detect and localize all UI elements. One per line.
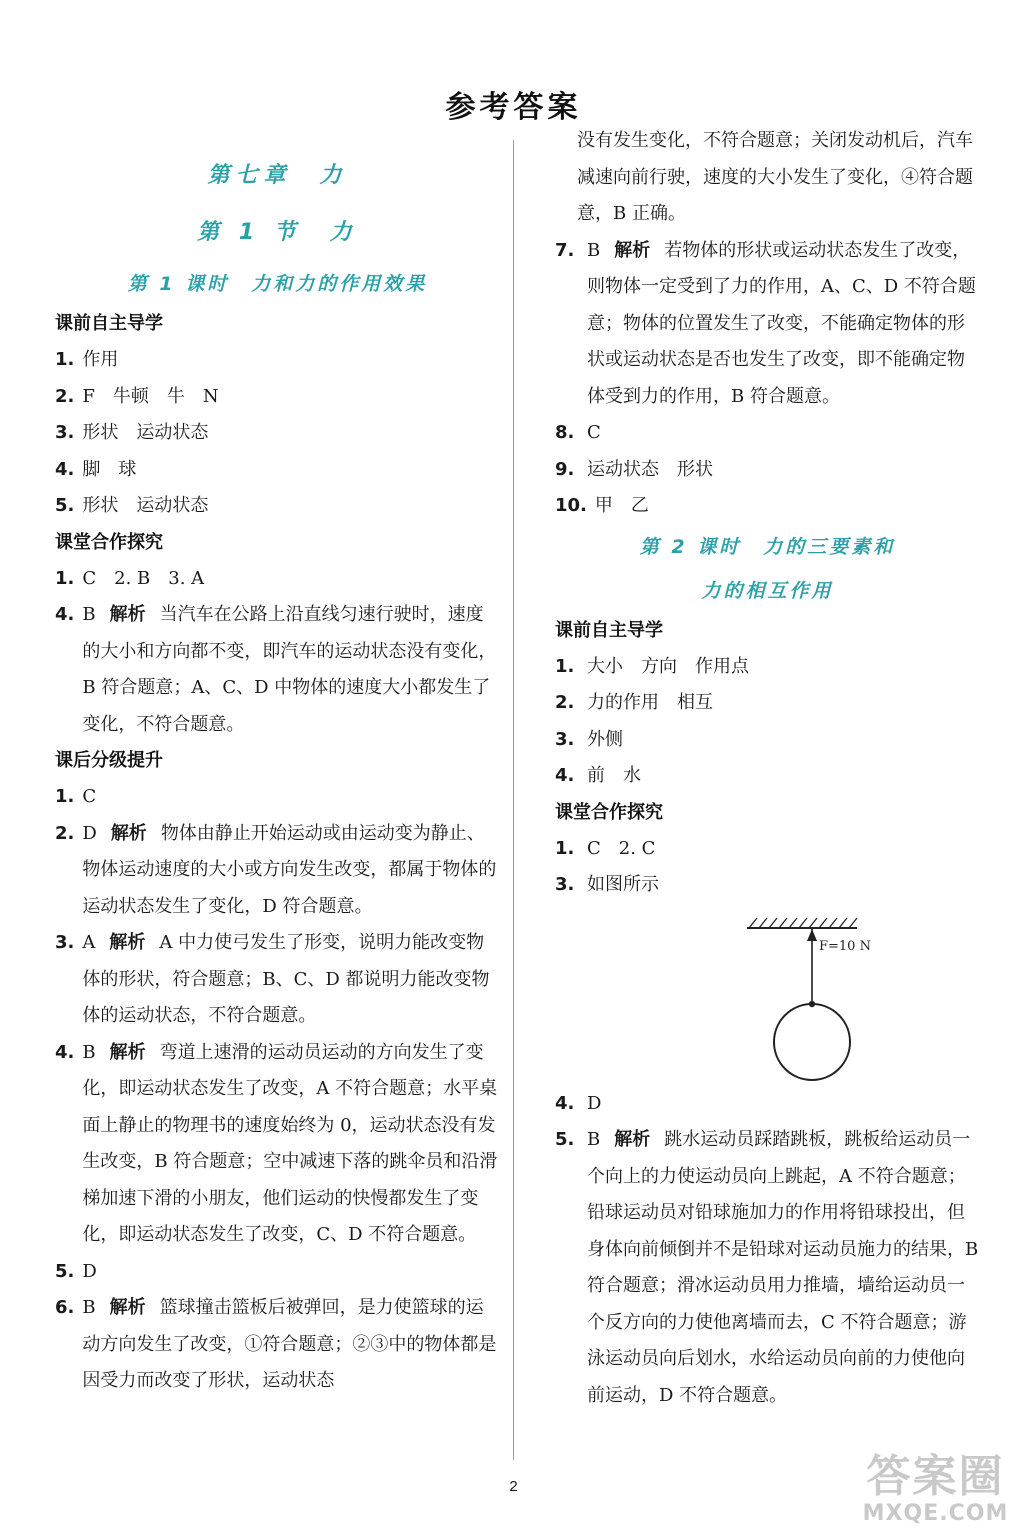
analysis-label: 解析 — [110, 822, 147, 844]
watermark-logo: 答案圈 MXQE.COM — [862, 1451, 1009, 1526]
chapter-heading: 第七章 力 — [207, 163, 348, 188]
subheading-classroom: 课堂合作探究 — [55, 531, 163, 553]
answer-item: 10. 甲 乙 — [555, 495, 649, 516]
analysis-label: 解析 — [614, 239, 651, 261]
analysis-label: 解析 — [109, 1297, 146, 1318]
answer-continuation: 没有发生变化，不符合题意；关闭发动机后，汽车减速向前行驶，速度的大小发生了变化，④符合题意，B 正确。 — [577, 130, 973, 224]
right-column — [555, 123, 980, 1414]
left-column — [55, 148, 500, 1400]
answer-item: 7. B 解析 若物体的形状或运动状态发生了改变，则物体一定受到了力的作用，A、C、D 不符合题意；物体的位置发生了改变，不能确定物体的形状或运动状态是否也发生了改变，即不能确定物体受到力的作用，B 符合题意。 — [555, 239, 976, 407]
answer-item: 5. D — [55, 1260, 97, 1282]
subheading-classroom: 课堂合作探究 — [555, 801, 663, 823]
answer-item: 4. B 解析 弯道上速滑的运动员运动的方向发生了变化，即运动状态发生了改变，A 不符合题意；水平桌面上静止的物理书的速度始终为 0，运动状态没有发生改变，B 符合题意；空中减速下落的跳伞员和沿滑梯加速下滑的小朋友，他们运动的快慢都发生了变化，即运动状态发生了改变，C、D 不符合题意。 — [55, 1041, 498, 1245]
analysis-label: 解析 — [109, 604, 146, 625]
force-diagram — [745, 908, 871, 1078]
section-heading: 第 1 节 力 — [197, 220, 358, 245]
lesson-heading-line2: 力的相互作用 — [701, 579, 834, 602]
answer-item: 4. 前 水 — [555, 765, 641, 786]
answer-item: 1. C 2. B 3. A — [55, 567, 205, 589]
page-title: 参考答案 — [445, 90, 582, 125]
attachment-point — [809, 1000, 815, 1006]
analysis-label: 解析 — [109, 932, 146, 953]
answer-item: 3. A 解析 A 中力使弓发生了形变，说明力能改变物体的形状，符合题意；B、C、D 都说明力能改变物体的运动状态，不符合题意。 — [55, 932, 490, 1026]
answer-item: 1. 作用 — [55, 349, 119, 370]
answer-item: 5. 形状 运动状态 — [55, 495, 209, 516]
analysis-label: 解析 — [614, 1129, 651, 1150]
answer-item: 4. 脚 球 — [55, 458, 137, 480]
force-arrowhead — [807, 929, 817, 941]
lesson-heading: 第 1 课时 力和力的作用效果 — [127, 273, 428, 295]
subheading-preview: 课前自主导学 — [555, 619, 663, 641]
answer-item: 2. D 解析 物体由静止开始运动或由运动变为静止、物体运动速度的大小或方向发生改变，都属于物体的运动状态发生了变化，D 符合题意。 — [55, 822, 497, 917]
answer-item: 1. C — [55, 786, 97, 807]
answer-item: 4. B 解析 当汽车在公路上沿直线匀速行驶时，速度的大小和方向都不变，即汽车的运动状态没有变化，B 符合题意；A、C、D 中物体的速度大小都发生了变化，不符合题意。 — [55, 604, 497, 735]
lesson-heading-line1: 第 2 课时 力的三要素和 — [639, 535, 896, 558]
answer-item: 5. B 解析 跳水运动员踩踏跳板，跳板给运动员一个向上的力使运动员向上跳起，A 不符合题意；铅球运动员对铅球施加力的作用将铅球投出，但身体向前倾倒并不是铅球对运动员施力的结果，B 符合题意；滑冰运动员用力推墙，墙给运动员一个反方向的力使他离墙而去，C 不符合题意；游泳运动员向后划水，水给运动员向前的力使他向前运动，D 不符合题意。 — [555, 1129, 979, 1406]
page-number: 2 — [509, 1478, 518, 1495]
force-label: F=10 N — [819, 938, 871, 954]
column-divider — [513, 140, 514, 1460]
answer-item: 1. 大小 方向 作用点 — [555, 655, 749, 677]
subheading-after-class: 课后分级提升 — [55, 750, 163, 771]
answer-item: 8. C — [555, 422, 601, 443]
answer-item: 9. 运动状态 形状 — [555, 458, 713, 480]
answer-item: 3. 形状 运动状态 — [55, 422, 209, 443]
answer-item: 2. F 牛顿 牛 N — [55, 385, 219, 407]
answer-item: 1. C 2. C — [555, 837, 656, 859]
analysis-label: 解析 — [109, 1041, 146, 1063]
answer-item: 3. 如图所示 — [555, 874, 659, 895]
answer-item: 3. 外侧 — [555, 728, 623, 750]
answer-item: 2. 力的作用 相互 — [555, 692, 713, 713]
answer-item: 4. D — [555, 1092, 602, 1114]
answer-item: 6. B 解析 篮球撞击篮板后被弹回，是力使篮球的运动方向发生了改变，①符合题意；②③中的物体都是因受力而改变了形状，运动状态 — [55, 1297, 497, 1391]
subheading-preview: 课前自主导学 — [55, 313, 163, 334]
hanging-ball — [774, 1004, 850, 1080]
ceiling-hatching — [747, 918, 857, 928]
